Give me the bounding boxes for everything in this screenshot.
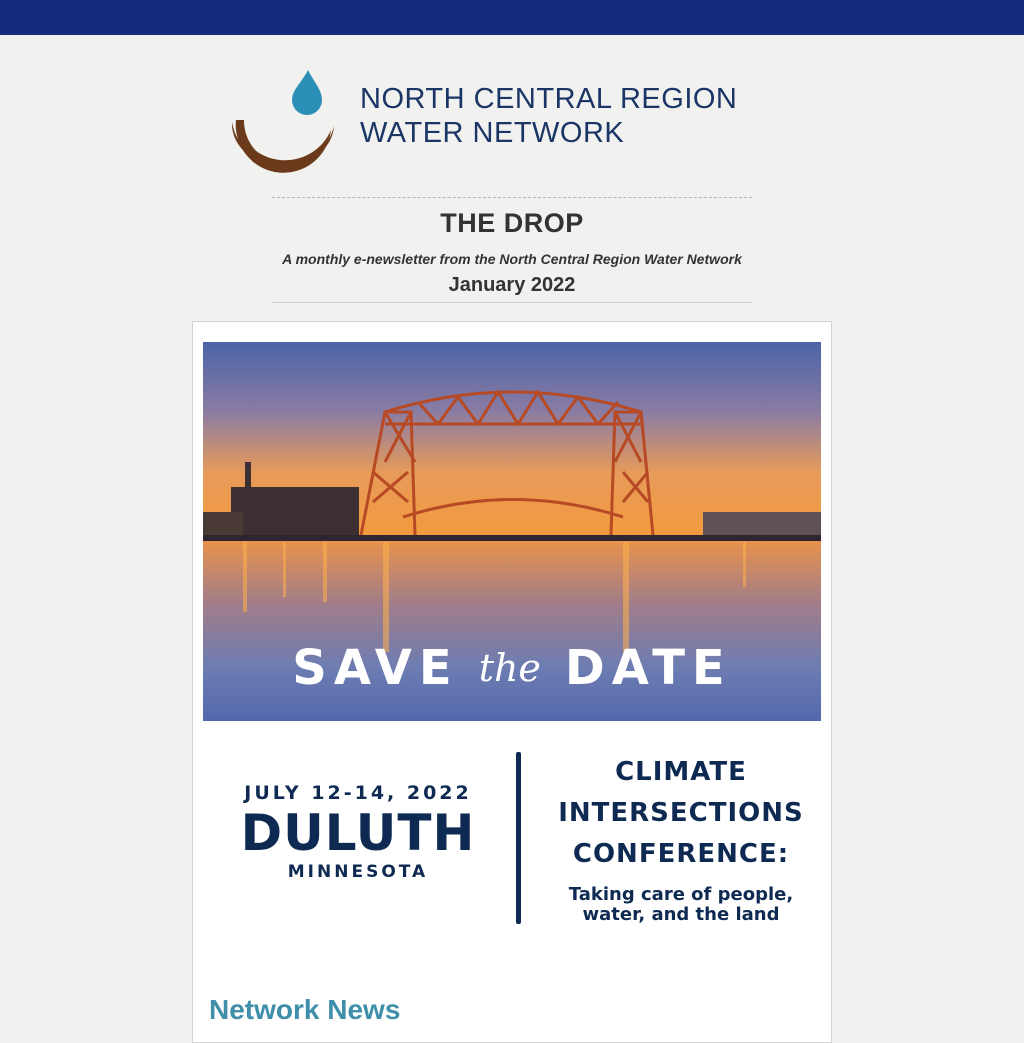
- conference-announcement[interactable]: [203, 742, 821, 932]
- conference-title-line-1: CLIMATE: [615, 757, 747, 787]
- event-dates: JULY 12-14, 2022: [244, 782, 472, 804]
- save-word: SAVE: [292, 640, 459, 696]
- top-bar: [0, 0, 1024, 35]
- the-word: the: [478, 646, 541, 690]
- save-the-date-text: [203, 640, 821, 696]
- event-location-block: [213, 782, 503, 882]
- newsletter-subtitle: A monthly e-newsletter from the North Central Region Water Network: [282, 251, 742, 267]
- newsletter-date: January 2022: [448, 274, 576, 296]
- network-news-heading: Network News: [209, 994, 401, 1025]
- event-state: MINNESOTA: [287, 862, 429, 882]
- event-title-block: [541, 752, 821, 925]
- event-divider: [516, 752, 521, 924]
- newsletter-content-card: [192, 321, 832, 1043]
- conference-title-line-2: INTERSECTIONS: [558, 798, 804, 828]
- logo-wordmark: [360, 82, 737, 150]
- conference-tagline-line-1: Taking care of people,: [568, 884, 794, 905]
- network-logo[interactable]: [230, 60, 800, 175]
- event-city: DULUTH: [240, 804, 476, 862]
- water-drop-logo-icon: [230, 60, 340, 175]
- conference-tagline-line-2: water, and the land: [582, 904, 780, 925]
- newsletter-masthead: [272, 197, 752, 303]
- logo-line-2: WATER NETWORK: [360, 117, 625, 149]
- conference-title-line-3: CONFERENCE:: [572, 839, 790, 869]
- newsletter-title: THE DROP: [440, 208, 584, 238]
- save-the-date-banner[interactable]: [203, 342, 821, 721]
- date-word: DATE: [564, 640, 732, 696]
- logo-line-1: NORTH CENTRAL REGION: [360, 83, 738, 115]
